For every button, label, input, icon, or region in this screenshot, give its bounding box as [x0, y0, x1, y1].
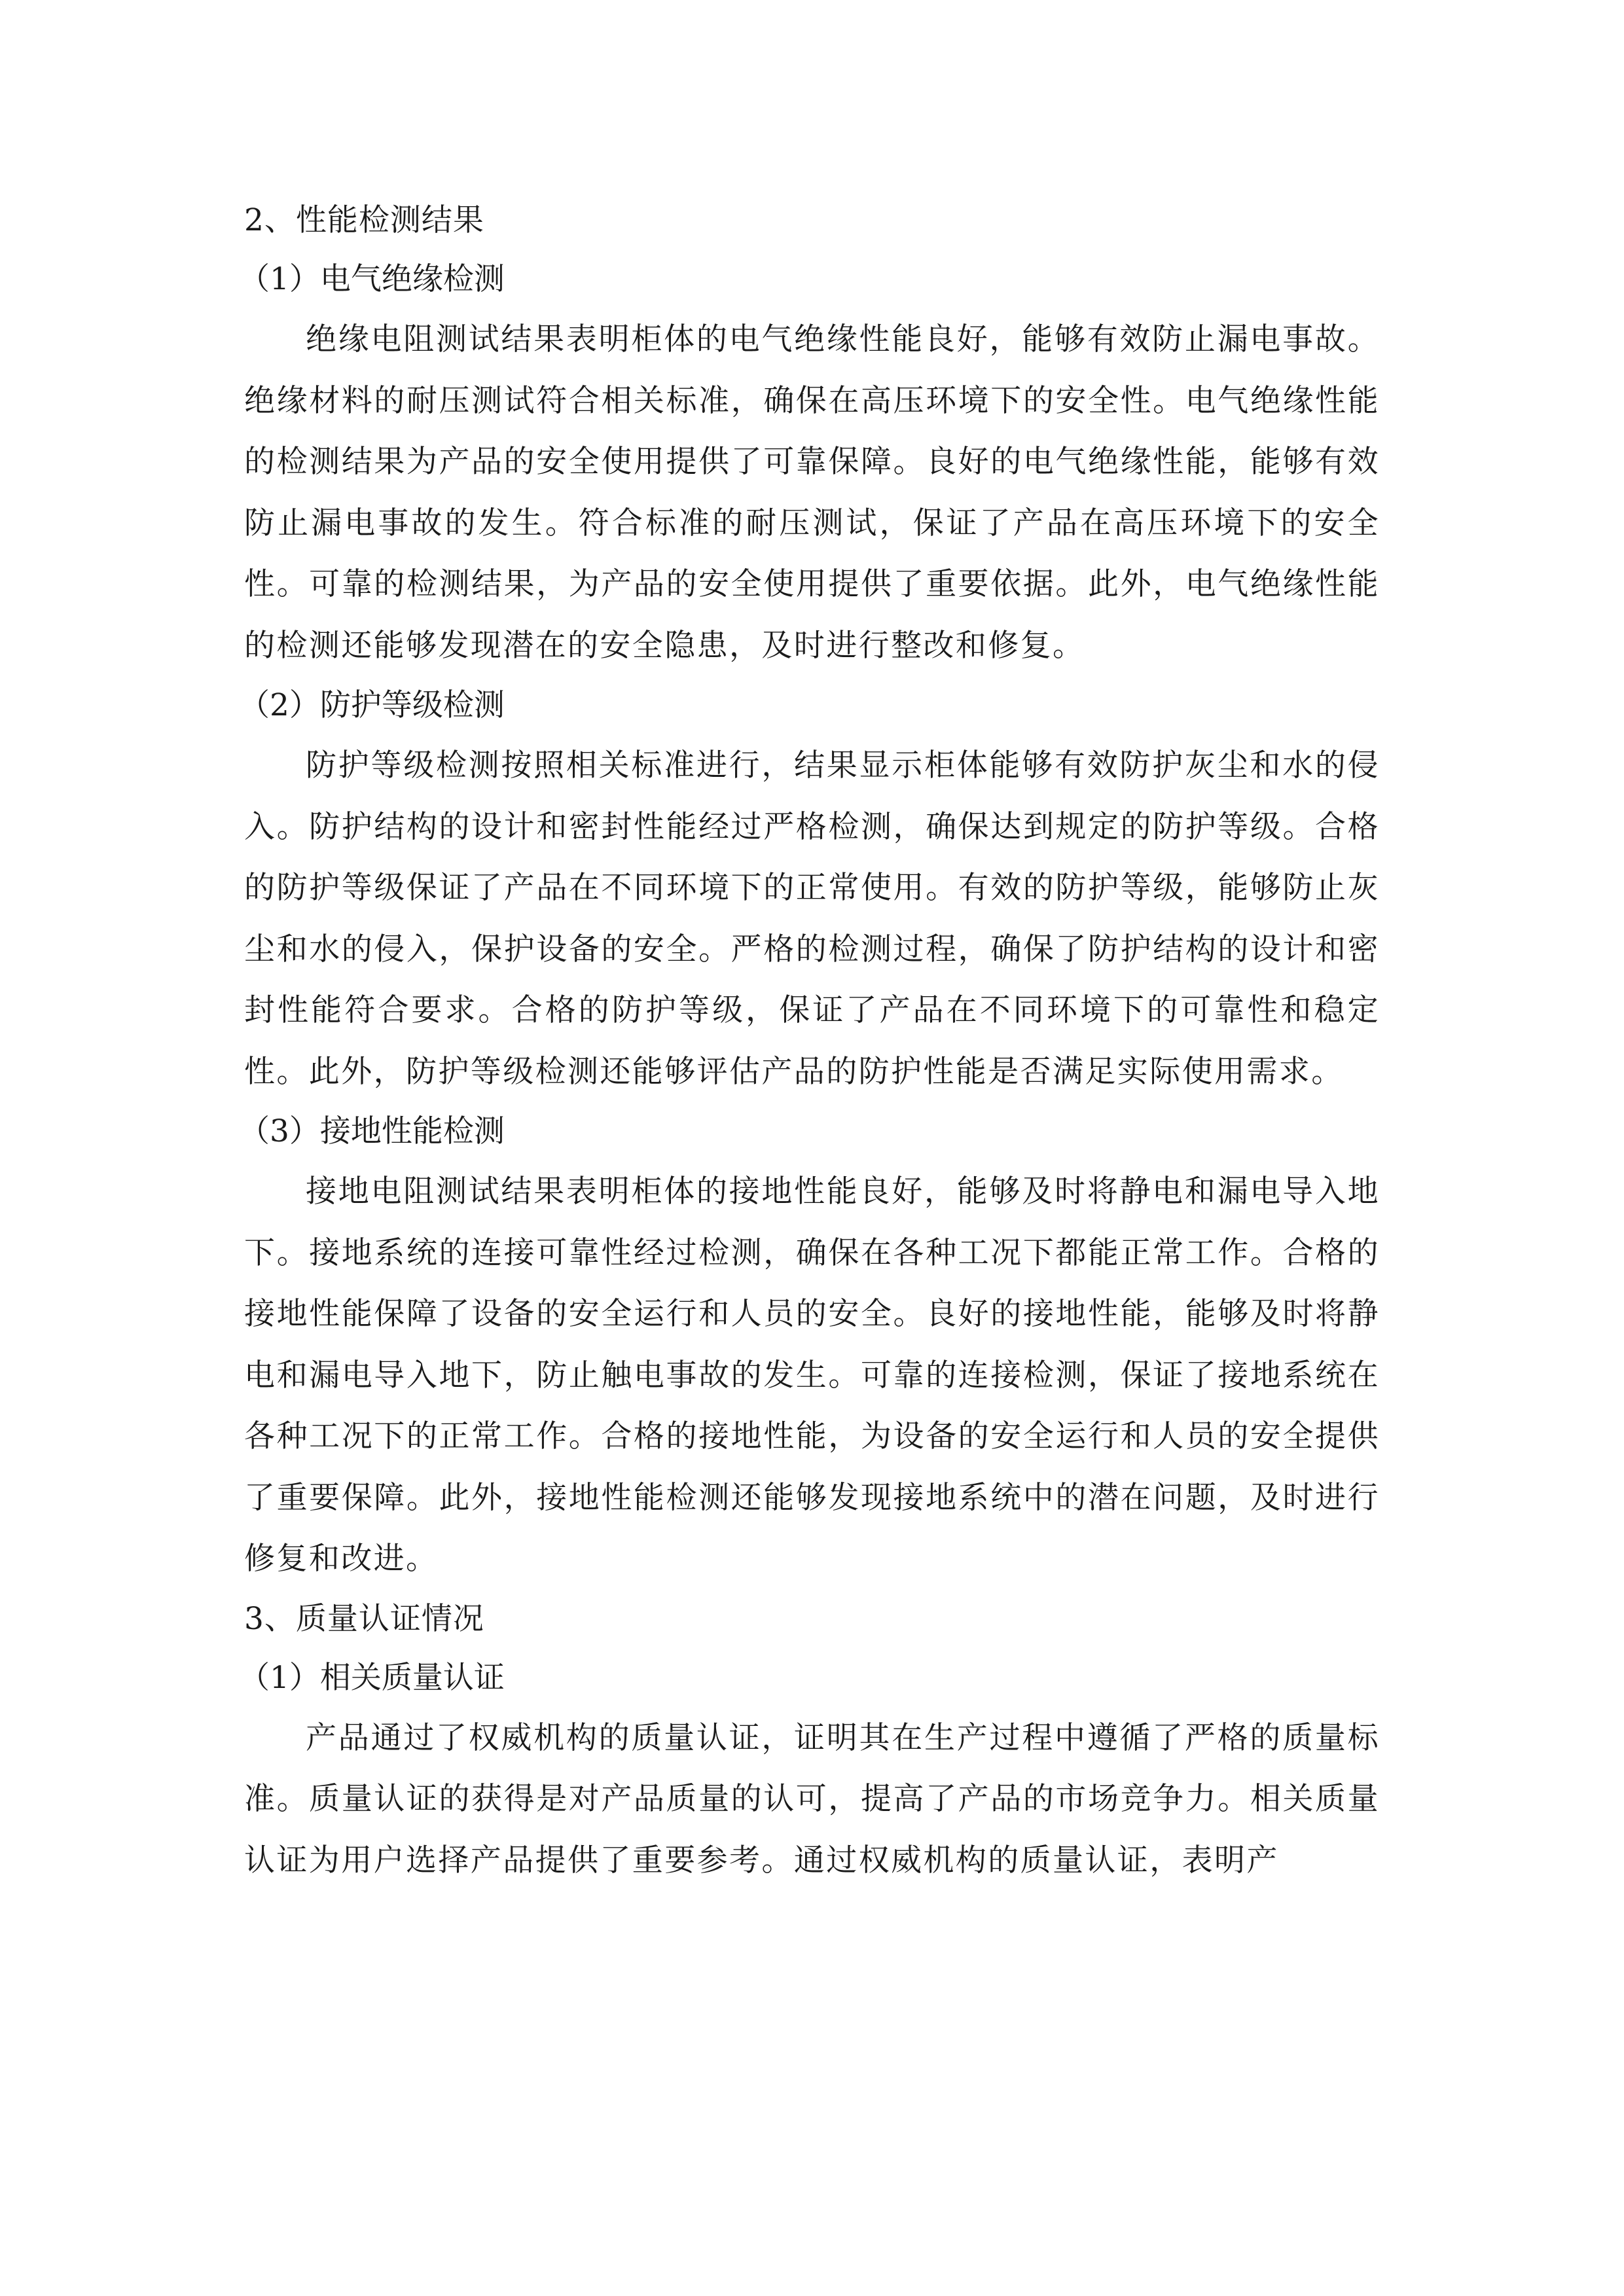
subheading-grounding: （3）接地性能检测: [239, 1113, 505, 1149]
paragraph-grounding: 接地电阻测试结果表明柜体的接地性能良好，能够及时将静电和漏电导入地下。接地系统的连接可靠性经过检测，确保在各种工况下都能正常工作。合格的接地性能保障了设备的安全运行和人员的安全。良好的接地性能，能够及时将静电和漏电导入地下，防止触电事故的发生。可靠的连接检测，保证了接地系统在各种工况下的正常工作。合格的接地性能，为设备的安全运行和人员的安全提供了重要保障。此外，接地性能检测还能够发现接地系统中的潜在问题，及时进行修复和改进。: [244, 1174, 1380, 1577]
paragraph-electrical-insulation: 绝缘电阻测试结果表明柜体的电气绝缘性能良好，能够有效防止漏电事故。绝缘材料的耐压测试符合相关标准，确保在高压环境下的安全性。电气绝缘性能的检测结果为产品的安全使用提供了可靠保障。良好的电气绝缘性能，能够有效防止漏电事故的发生。符合标准的耐压测试，保证了产品在高压环境下的安全性。可靠的检测结果，为产品的安全使用提供了重要依据。此外，电气绝缘性能的检测还能够发现潜在的安全隐患，及时进行整改和修复。: [244, 321, 1380, 664]
section-heading-performance: 2、性能检测结果: [244, 202, 484, 238]
paragraph-quality-certification: 产品通过了权威机构的质量认证，证明其在生产过程中遵循了严格的质量标准。质量认证的获得是对产品质量的认可，提高了产品的市场竞争力。相关质量认证为用户选择产品提供了重要参考。通过权威机构的质量认证，表明产: [244, 1719, 1380, 1878]
section-heading-certification: 3、质量认证情况: [244, 1600, 484, 1637]
subheading-electrical-insulation: （1）电气绝缘检测: [239, 261, 505, 297]
document-page: [239, 191, 1380, 1891]
paragraph-protection-level: 防护等级检测按照相关标准进行，结果显示柜体能够有效防护灰尘和水的侵入。防护结构的设计和密封性能经过严格检测，确保达到规定的防护等级。合格的防护等级保证了产品在不同环境下的正常使用。有效的防护等级，能够防止灰尘和水的侵入，保护设备的安全。严格的检测过程，确保了防护结构的设计和密封性能符合要求。合格的防护等级，保证了产品在不同环境下的可靠性和稳定性。此外，防护等级检测还能够评估产品的防护性能是否满足实际使用需求。: [244, 747, 1380, 1090]
subheading-protection-level: （2）防护等级检测: [239, 687, 505, 723]
subheading-quality-certification: （1）相关质量认证: [239, 1659, 505, 1696]
